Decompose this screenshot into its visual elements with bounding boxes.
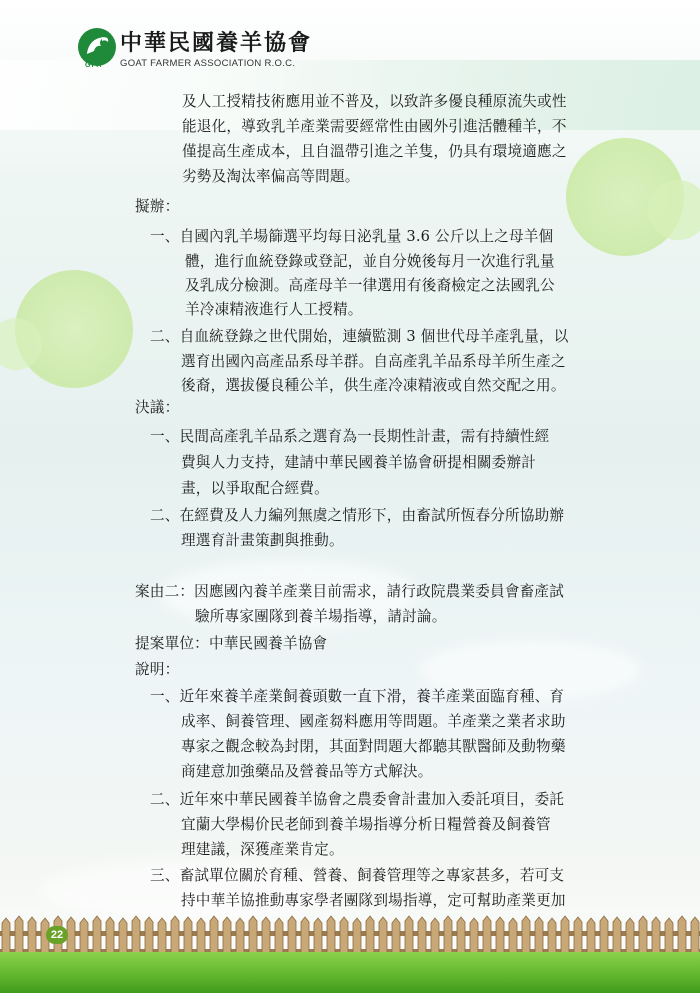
text-line: 能退化，導致乳羊產業需要經常性由國外引進活體種羊，不 bbox=[182, 118, 567, 135]
text-line: 選育出國內高產品系母羊群。自高產乳羊品系母羊所生產之 bbox=[181, 353, 566, 370]
text-line: 畫，以爭取配合經費。 bbox=[181, 480, 329, 497]
text-line: 及乳成分檢測。高產母羊一律選用有後裔檢定之法國乳公 bbox=[185, 277, 555, 294]
goat-logo-icon bbox=[78, 28, 116, 66]
text-line: 僅提高生產成本，且自溫帶引進之羊隻，仍具有環境適應之 bbox=[182, 143, 567, 160]
text-line: 三、畜試單位關於育種、營養、飼養管理等之專家甚多，若可支 bbox=[150, 867, 565, 884]
text-line: 一、近年來養羊產業飼養頭數一直下滑，養羊產業面臨育種、育 bbox=[150, 688, 565, 705]
text-line: 羊冷凍精液進行人工授精。 bbox=[185, 301, 363, 318]
case-heading: 案由二：因應國內養羊產業目前需求，請行政院農業委員會畜產試 bbox=[135, 583, 565, 600]
text-line: 理建議，深獲產業肯定。 bbox=[181, 841, 344, 858]
text-line: 劣勢及淘汰率偏高等問題。 bbox=[182, 168, 360, 185]
text-line: 一、自國內乳羊場篩選平均每日泌乳量 3.6 公斤以上之母羊個 bbox=[150, 228, 554, 245]
org-name-chinese: 中華民國養羊協會 bbox=[120, 31, 313, 56]
page-number: 22 bbox=[46, 926, 68, 944]
text-line: 商建意加強藥品及營養品等方式解決。 bbox=[181, 763, 433, 780]
text-line: 後裔，選拔優良種公羊，供生產冷凍精液或自然交配之用。 bbox=[181, 377, 566, 394]
proposer-line: 提案單位：中華民國養羊協會 bbox=[135, 635, 328, 652]
logo-abbreviation: GFA bbox=[85, 62, 103, 69]
text-line: 費與人力支持，建請中華民國養羊協會研提相關委辦計 bbox=[181, 454, 537, 471]
org-name-english: GOAT FARMER ASSOCIATION R.O.C. bbox=[120, 58, 296, 69]
section-heading: 決議： bbox=[135, 399, 180, 416]
text-line: 一、民間高產乳羊品系之選育為一長期性計畫，需有持續性經 bbox=[150, 428, 550, 445]
section-heading: 說明： bbox=[135, 661, 180, 678]
text-line: 二、在經費及人力編列無虞之情形下，由畜試所恆春分所協助辦 bbox=[150, 507, 565, 524]
text-line: 及人工授精技術應用並不普及，以致許多優良種原流失或性 bbox=[182, 93, 567, 110]
text-line: 理選育計畫策劃與推動。 bbox=[181, 532, 344, 549]
text-line: 專家之觀念較為封閉，其面對問題大都聽其獸醫師及動物藥 bbox=[181, 738, 566, 755]
text-line: 驗所專家團隊到養羊場指導，請討論。 bbox=[195, 608, 447, 625]
grass-strip bbox=[0, 952, 700, 993]
text-line: 體，進行血統登錄或登記，並自分娩後每月一次進行乳量 bbox=[185, 253, 555, 270]
text-line: 成率、飼養管理、國產芻料應用等問題。羊產業之業者求助 bbox=[181, 713, 566, 730]
section-heading: 擬辦： bbox=[135, 198, 180, 215]
text-line: 二、近年來中華民國養羊協會之農委會計畫加入委託項目，委託 bbox=[150, 791, 565, 808]
decorative-circle bbox=[648, 180, 700, 240]
text-line: 持中華羊協推動專家學者團隊到場指導，定可幫助產業更加 bbox=[181, 892, 566, 909]
text-line: 宜蘭大學楊价民老師到養羊場指導分析日糧營養及飼養管 bbox=[181, 816, 551, 833]
text-line: 二、自血統登錄之世代開始，連續監測 3 個世代母羊產乳量，以 bbox=[150, 328, 569, 345]
